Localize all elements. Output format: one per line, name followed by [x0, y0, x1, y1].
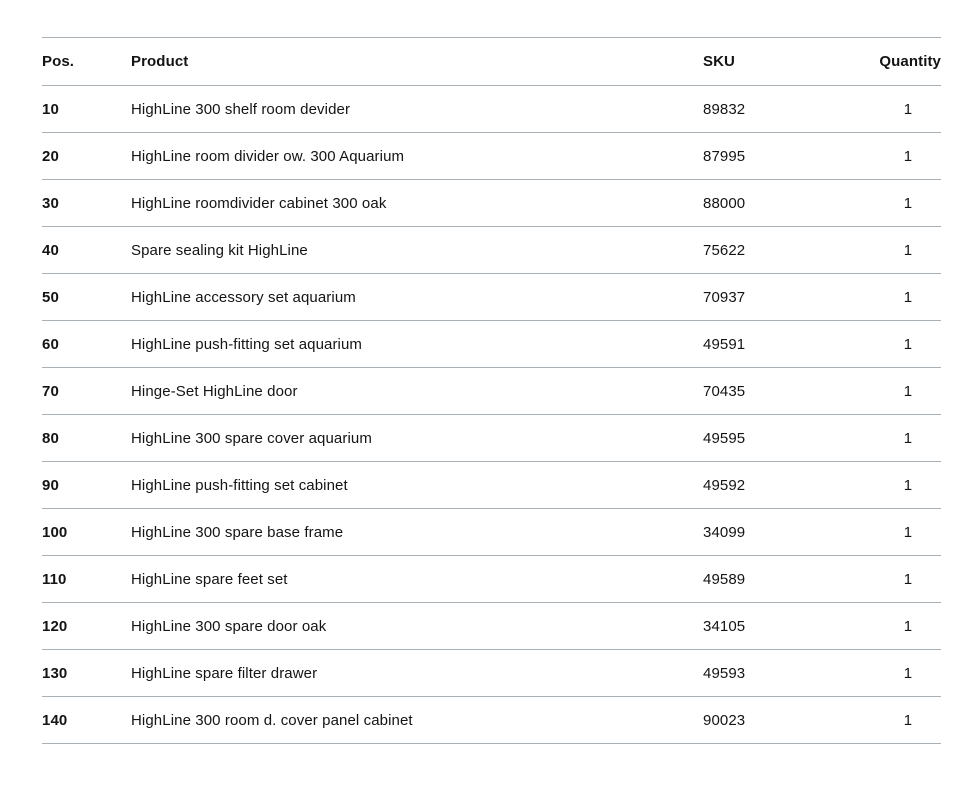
pos-cell: 130 [42, 664, 68, 682]
product-cell: HighLine push-fitting set aquarium [131, 335, 363, 353]
pos-cell: 40 [42, 241, 59, 259]
quantity-cell: 1 [903, 335, 913, 353]
sku-cell: 70435 [703, 382, 746, 400]
pos-cell: 70 [42, 382, 59, 400]
table-row [42, 603, 941, 650]
product-cell: HighLine 300 room d. cover panel cabinet [131, 711, 413, 729]
sku-cell: 49589 [703, 570, 746, 588]
product-cell: HighLine accessory set aquarium [131, 288, 356, 306]
pos-cell: 10 [42, 100, 59, 118]
table-row [42, 462, 941, 509]
product-cell: HighLine 300 spare cover aquarium [131, 429, 372, 447]
sku-cell: 34105 [703, 617, 746, 635]
quantity-cell: 1 [903, 664, 913, 682]
product-cell: HighLine 300 spare base frame [131, 523, 344, 541]
pos-cell: 80 [42, 429, 59, 447]
quantity-cell: 1 [903, 476, 913, 494]
column-header-pos: Pos. [42, 53, 75, 70]
table-row [42, 415, 941, 462]
table-row [42, 180, 941, 227]
pos-cell: 120 [42, 617, 68, 635]
quantity-cell: 1 [903, 617, 913, 635]
sku-cell: 88000 [703, 194, 746, 212]
product-cell: HighLine push-fitting set cabinet [131, 476, 348, 494]
table-row [42, 556, 941, 603]
product-cell: HighLine room divider ow. 300 Aquarium [131, 147, 405, 165]
quantity-cell: 1 [903, 147, 913, 165]
quantity-cell: 1 [903, 382, 913, 400]
table-row [42, 650, 941, 697]
table-row [42, 321, 941, 368]
pos-cell: 140 [42, 711, 68, 729]
sku-cell: 89832 [703, 100, 746, 118]
pos-cell: 50 [42, 288, 59, 306]
product-cell: Spare sealing kit HighLine [131, 241, 308, 259]
table-row [42, 509, 941, 556]
sku-cell: 75622 [703, 241, 746, 259]
table-row [42, 227, 941, 274]
parts-table [42, 37, 941, 744]
sku-cell: 49593 [703, 664, 746, 682]
product-cell: Hinge-Set HighLine door [131, 382, 298, 400]
pos-cell: 20 [42, 147, 59, 165]
column-header-sku: SKU [703, 53, 735, 70]
sku-cell: 49595 [703, 429, 746, 447]
quantity-cell: 1 [903, 100, 913, 118]
product-cell: HighLine spare feet set [131, 570, 288, 588]
quantity-cell: 1 [903, 570, 913, 588]
sku-cell: 49591 [703, 335, 746, 353]
pos-cell: 60 [42, 335, 59, 353]
pos-cell: 30 [42, 194, 59, 212]
header-row [42, 38, 941, 86]
quantity-cell: 1 [903, 288, 913, 306]
column-header-product: Product [131, 53, 189, 70]
sku-cell: 49592 [703, 476, 746, 494]
table-row [42, 86, 941, 133]
product-cell: HighLine roomdivider cabinet 300 oak [131, 194, 387, 212]
quantity-cell: 1 [903, 429, 913, 447]
product-cell: HighLine 300 shelf room devider [131, 100, 351, 118]
sku-cell: 70937 [703, 288, 746, 306]
pos-cell: 90 [42, 476, 59, 494]
table-body [42, 86, 941, 744]
pos-cell: 110 [42, 570, 67, 588]
product-cell: HighLine 300 spare door oak [131, 617, 327, 635]
sku-cell: 87995 [703, 147, 746, 165]
quantity-cell: 1 [903, 194, 913, 212]
product-cell: HighLine spare filter drawer [131, 664, 318, 682]
table-row [42, 274, 941, 321]
column-header-quantity: Quantity [879, 53, 941, 70]
table-header [42, 38, 941, 86]
table-row [42, 697, 941, 744]
sku-cell: 90023 [703, 711, 746, 729]
quantity-cell: 1 [903, 711, 913, 729]
table-row [42, 368, 941, 415]
pos-cell: 100 [42, 523, 68, 541]
table-row [42, 133, 941, 180]
quantity-cell: 1 [903, 523, 913, 541]
quantity-cell: 1 [903, 241, 913, 259]
sku-cell: 34099 [703, 523, 746, 541]
